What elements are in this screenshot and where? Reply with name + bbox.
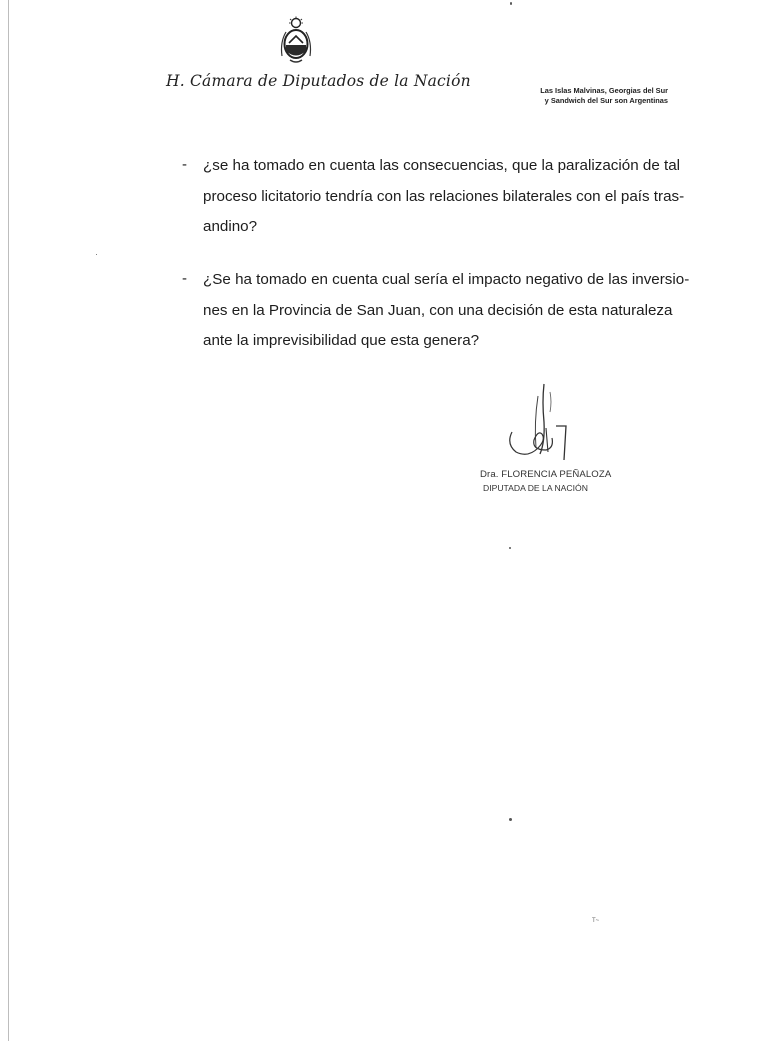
scan-speck: [509, 818, 512, 821]
paragraph-line: ¿se ha tomado en cuenta las consecuencias, que la paralización de tal: [203, 157, 681, 174]
question-paragraph: [203, 265, 690, 357]
paragraph-line: ante la imprevisibilidad que esta genera?: [203, 332, 480, 349]
paragraph-line: ¿Se ha tomado en cuenta cual sería el impacto negativo de las inversio-: [203, 271, 690, 288]
bullet-dash: -: [182, 270, 187, 287]
scan-speck: [96, 254, 97, 255]
bullet-dash: -: [182, 156, 187, 173]
handwritten-signature: [498, 382, 578, 472]
malvinas-motto: [505, 86, 668, 106]
scan-speck: [509, 547, 511, 549]
motto-line-2: y Sandwich del Sur son Argentinas: [544, 96, 668, 105]
question-paragraph: [203, 151, 685, 243]
coat-of-arms-icon: [276, 16, 316, 66]
page-edge-line: [8, 0, 9, 1041]
paragraph-line: proceso licitatorio tendría con las relaciones bilaterales con el país tras-: [203, 187, 685, 205]
signatory-name: Dra. FLORENCIA PEÑALOZA: [480, 469, 612, 480]
signatory-title: DIPUTADA DE LA NACIÓN: [483, 483, 588, 493]
scan-speck: [510, 2, 512, 5]
chamber-name: H. Cámara de Diputados de la Nación: [166, 72, 471, 90]
scan-mark: T~: [592, 918, 600, 924]
motto-line-1: Las Islas Malvinas, Georgias del Sur: [540, 86, 668, 95]
paragraph-line: nes en la Provincia de San Juan, con una decisión de esta naturaleza: [203, 301, 673, 319]
paragraph-line: andino?: [203, 218, 258, 235]
